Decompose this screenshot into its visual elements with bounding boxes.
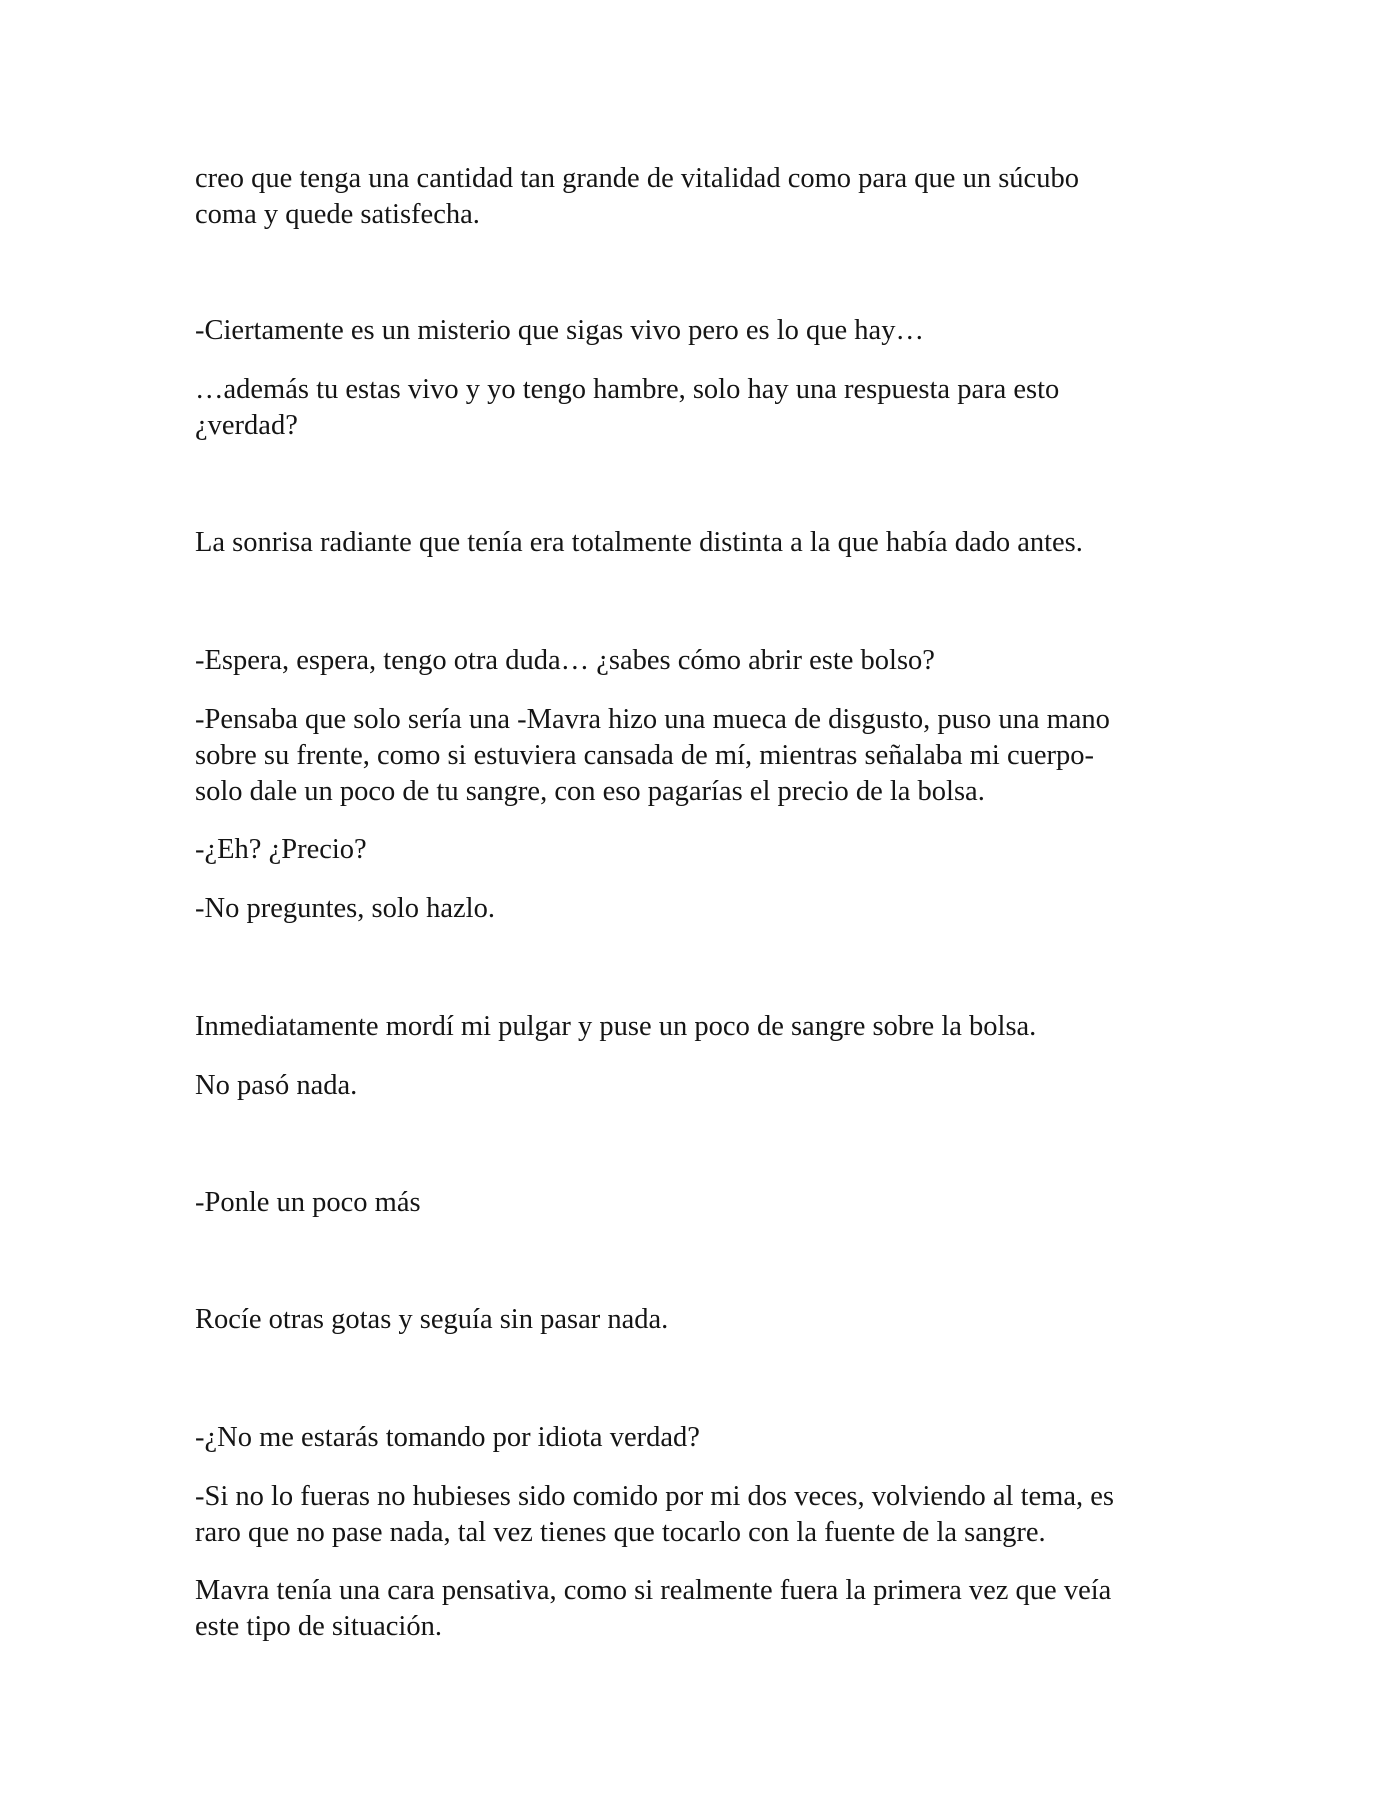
- text-line: …además tu estas vivo y yo tengo hambre, solo hay una respuesta para esto: [195, 374, 1060, 405]
- text-line: sobre su frente, como si estuviera cansada de mí, mientras señalaba mi cuerpo-: [195, 740, 1095, 771]
- text-line: ¿verdad?: [195, 410, 298, 441]
- text-line: raro que no pase nada, tal vez tienes que tocarlo con la fuente de la sangre.: [195, 1517, 1046, 1548]
- text-line: -¿Eh? ¿Precio?: [195, 834, 367, 865]
- text-line: -Si no lo fueras no hubieses sido comido por mi dos veces, volviendo al tema, es: [195, 1481, 1114, 1512]
- text-line: -¿No me estarás tomando por idiota verdad?: [195, 1422, 700, 1453]
- text-line: Rocíe otras gotas y seguía sin pasar nada.: [195, 1304, 669, 1335]
- text-line: No pasó nada.: [195, 1070, 358, 1101]
- text-line: Mavra tenía una cara pensativa, como si realmente fuera la primera vez que veía: [195, 1575, 1112, 1606]
- text-line: -Espera, espera, tengo otra duda… ¿sabes cómo abrir este bolso?: [195, 645, 935, 676]
- text-line: Inmediatamente mordí mi pulgar y puse un poco de sangre sobre la bolsa.: [195, 1011, 1037, 1042]
- text-line: -Ciertamente es un misterio que sigas vivo pero es lo que hay…: [195, 315, 924, 346]
- text-line: este tipo de situación.: [195, 1611, 442, 1642]
- text-line: -Pensaba que solo sería una -Mavra hizo una mueca de disgusto, puso una mano: [195, 704, 1110, 735]
- text-line: coma y quede satisfecha.: [195, 199, 480, 230]
- text-line: creo que tenga una cantidad tan grande de vitalidad como para que un súcubo: [195, 163, 1079, 194]
- text-line: La sonrisa radiante que tenía era totalmente distinta a la que había dado antes.: [195, 527, 1083, 558]
- text-line: solo dale un poco de tu sangre, con eso pagarías el precio de la bolsa.: [195, 776, 985, 807]
- text-line: -No preguntes, solo hazlo.: [195, 893, 495, 924]
- text-line: -Ponle un poco más: [195, 1187, 421, 1218]
